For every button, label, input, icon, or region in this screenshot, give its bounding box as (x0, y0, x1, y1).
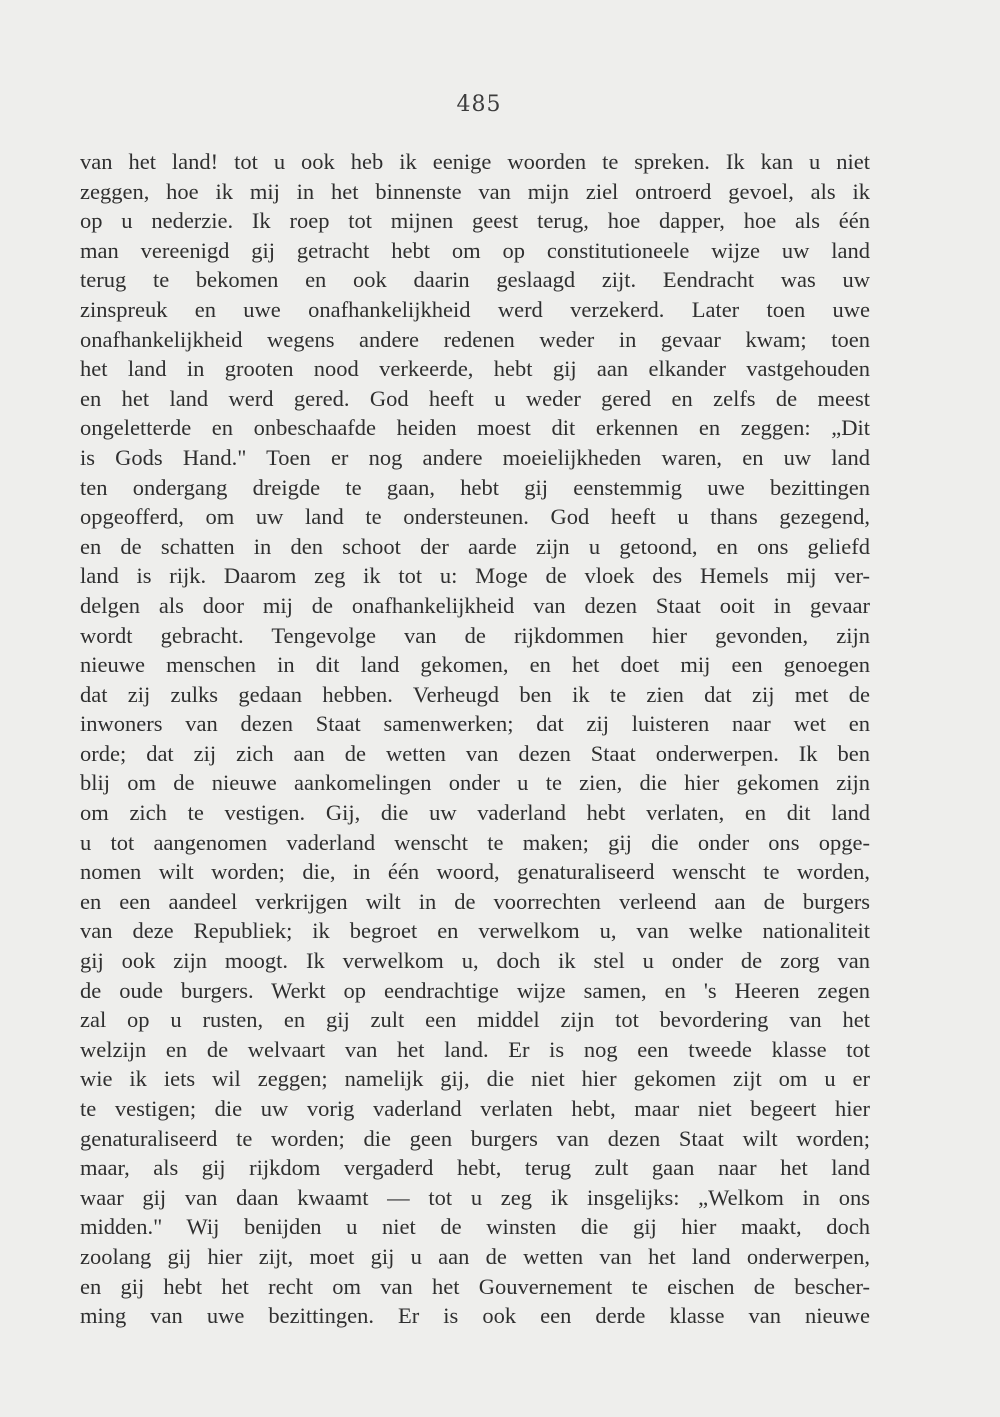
text-line: op u nederzie. Ik roep tot mijnen geest terug, hoe dapper, hoe als één (80, 208, 870, 234)
text-line: delgen als door mij de onafhankelijkheid van dezen Staat ooit in gevaar (80, 592, 870, 618)
text-line: gij ook zijn moogt. Ik verwelkom u, doch ik stel u onder de zorg van (80, 948, 870, 974)
text-line: welzijn en de welvaart van het land. Er is nog een tweede klasse tot (80, 1036, 870, 1062)
text-line: nieuwe menschen in dit land gekomen, en het doet mij een genoegen (80, 652, 870, 678)
text-line: zinspreuk en uwe onafhankelijkheid werd verzekerd. Later toen uwe (80, 296, 870, 322)
text-line: en het land werd gered. God heeft u weder gered en zelfs de meest (80, 385, 870, 411)
body-text (80, 147, 870, 1331)
text-line: nomen wilt worden; die, in één woord, genaturaliseerd wenscht te worden, (80, 859, 870, 885)
text-line: en een aandeel verkrijgen wilt in de voorrechten verleend aan de burgers (80, 888, 870, 914)
text-line: u tot aangenomen vaderland wenscht te maken; gij die onder ons opge- (80, 829, 870, 855)
text-line: inwoners van dezen Staat samenwerken; dat zij luisteren naar wet en (80, 711, 870, 737)
text-line: is Gods Hand." Toen er nog andere moeielijkheden waren, en uw land (80, 444, 870, 470)
text-line: waar gij van daan kwaamt — tot u zeg ik insgelijks: „Welkom in ons (80, 1184, 870, 1210)
text-line: opgeofferd, om uw land te ondersteunen. God heeft u thans gezegend, (80, 504, 870, 530)
text-line: ming van uwe bezittingen. Er is ook een derde klasse van nieuwe (80, 1303, 870, 1329)
text-line: onafhankelijkheid wegens andere redenen weder in gevaar kwam; toen (80, 326, 870, 352)
text-line: man vereenigd gij getracht hebt om op constitutioneele wijze uw land (80, 237, 870, 263)
text-line: en de schatten in den schoot der aarde zijn u getoond, en ons geliefd (80, 533, 870, 559)
text-line: ten ondergang dreigde te gaan, hebt gij eenstemmig uwe bezittingen (80, 474, 870, 500)
text-line: dat zij zulks gedaan hebben. Verheugd ben ik te zien dat zij met de (80, 681, 870, 707)
text-line: het land in grooten nood verkeerde, hebt gij aan elkander vastgehouden (80, 356, 870, 382)
text-line: zal op u rusten, en gij zult een middel zijn tot bevordering van het (80, 1007, 870, 1033)
text-line: genaturaliseerd te worden; die geen burgers van dezen Staat wilt worden; (80, 1125, 870, 1151)
text-line: orde; dat zij zich aan de wetten van dezen Staat onderwerpen. Ik ben (80, 740, 870, 766)
text-line: zeggen, hoe ik mij in het binnenste van mijn ziel ontroerd gevoel, als ik (80, 178, 870, 204)
text-line: en gij hebt het recht om van het Gouvernement te eischen de bescher- (80, 1273, 870, 1299)
text-line: ongeletterde en onbeschaafde heiden moest dit erkennen en zeggen: „Dit (80, 415, 870, 441)
page-number: 485 (456, 92, 502, 117)
text-line: zoolang gij hier zijt, moet gij u aan de wetten van het land onderwerpen, (80, 1243, 870, 1269)
text-line: wie ik iets wil zeggen; namelijk gij, die niet hier gekomen zijt om u er (80, 1066, 870, 1092)
text-line: te vestigen; die uw vorig vaderland verlaten hebt, maar niet begeert hier (80, 1096, 870, 1121)
text-line: om zich te vestigen. Gij, die uw vaderland hebt verlaten, en dit land (80, 800, 870, 826)
text-line: terug te bekomen en ook daarin geslaagd zijt. Eendracht was uw (80, 267, 870, 293)
text-line: maar, als gij rijkdom vergaderd hebt, terug zult gaan naar het land (80, 1155, 870, 1181)
text-line: de oude burgers. Werkt op eendrachtige wijze samen, en 's Heeren zegen (80, 977, 870, 1003)
text-line: land is rijk. Daarom zeg ik tot u: Moge de vloek des Hemels mij ver- (80, 563, 870, 589)
text-line: midden." Wij benijden u niet de winsten die gij hier maakt, doch (80, 1214, 870, 1240)
text-line: van deze Republiek; ik begroet en verwelkom u, van welke nationaliteit (80, 918, 870, 944)
text-line: wordt gebracht. Tengevolge van de rijkdommen hier gevonden, zijn (80, 622, 870, 648)
text-line: van het land! tot u ook heb ik eenige woorden te spreken. Ik kan u niet (80, 149, 870, 174)
text-line: blij om de nieuwe aankomelingen onder u te zien, die hier gekomen zijn (80, 770, 870, 796)
